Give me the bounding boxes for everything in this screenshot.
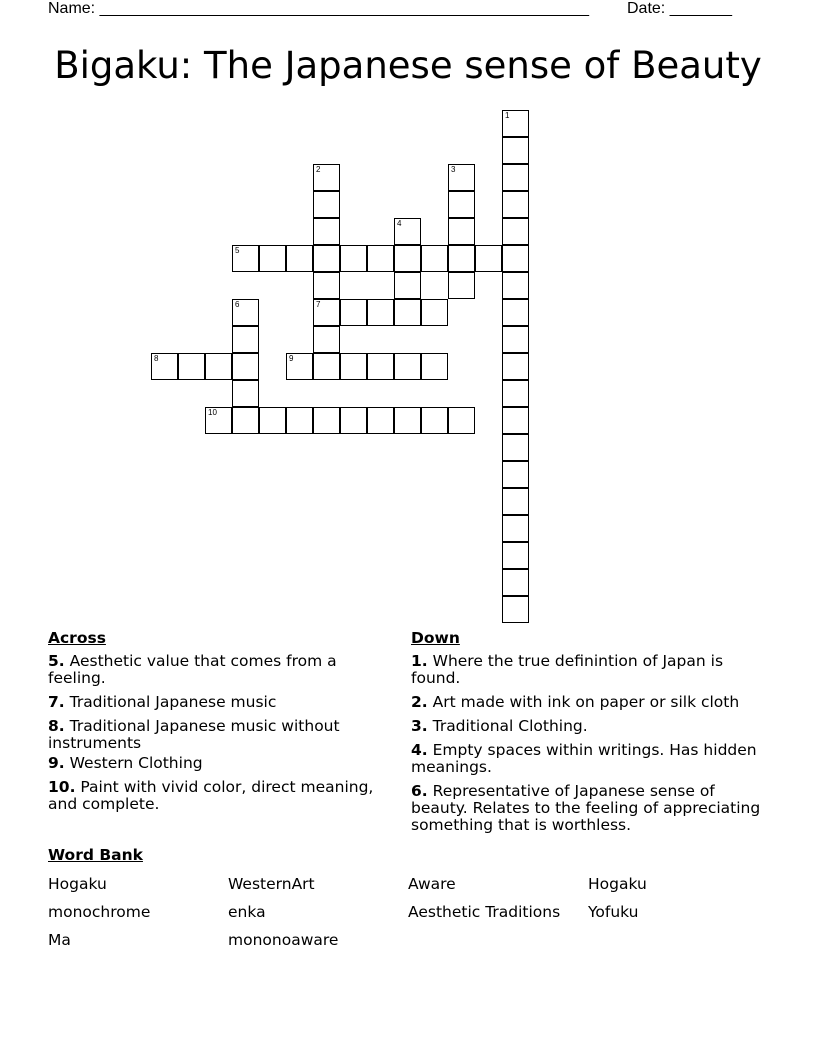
- crossword-cell[interactable]: [502, 542, 529, 569]
- across-clue: [48, 694, 393, 711]
- crossword-cell[interactable]: [502, 461, 529, 488]
- crossword-cell[interactable]: [502, 569, 529, 596]
- crossword-cell[interactable]: [340, 245, 367, 272]
- clue-text: Representative of Japanese sense of beauty. Relates to the feeling of appreciating something that is worthless.: [411, 782, 761, 834]
- crossword-cell[interactable]: [502, 299, 529, 326]
- crossword-cell[interactable]: [502, 272, 529, 299]
- crossword-cell[interactable]: [232, 353, 259, 380]
- crossword-cell[interactable]: [313, 191, 340, 218]
- word-bank-item: Aware: [408, 875, 456, 893]
- crossword-cell[interactable]: [394, 218, 421, 245]
- cell-number: 2: [316, 165, 321, 174]
- crossword-cell[interactable]: [448, 218, 475, 245]
- crossword-cell[interactable]: [502, 164, 529, 191]
- clue-text: Paint with vivid color, direct meaning, and complete.: [48, 778, 374, 813]
- down-clue: [411, 653, 776, 687]
- crossword-cell[interactable]: [502, 110, 529, 137]
- crossword-cell[interactable]: [232, 299, 259, 326]
- crossword-cell[interactable]: [205, 353, 232, 380]
- crossword-cell[interactable]: [232, 407, 259, 434]
- cell-number: 6: [235, 300, 240, 309]
- crossword-cell[interactable]: [502, 488, 529, 515]
- crossword-cell[interactable]: [502, 515, 529, 542]
- clue-text: Western Clothing: [69, 754, 203, 772]
- cell-number: 4: [397, 219, 402, 228]
- clue-number: 6.: [411, 782, 428, 800]
- crossword-cell[interactable]: [502, 218, 529, 245]
- clue-number: 7.: [48, 693, 65, 711]
- crossword-cell[interactable]: [232, 380, 259, 407]
- word-bank-item: WesternArt: [228, 875, 315, 893]
- crossword-cell[interactable]: [421, 407, 448, 434]
- crossword-cell[interactable]: [313, 218, 340, 245]
- crossword-cell[interactable]: [232, 245, 259, 272]
- date-field-label: Date: _______: [627, 0, 732, 17]
- clue-number: 2.: [411, 693, 428, 711]
- across-clue: [48, 755, 393, 772]
- crossword-cell[interactable]: [394, 245, 421, 272]
- crossword-cell[interactable]: [313, 299, 340, 326]
- word-bank-item: Ma: [48, 931, 71, 949]
- word-bank-heading: Word Bank: [48, 846, 143, 864]
- crossword-cell[interactable]: [286, 353, 313, 380]
- crossword-cell[interactable]: [502, 353, 529, 380]
- word-bank-item: mononoaware: [228, 931, 339, 949]
- crossword-cell[interactable]: [367, 407, 394, 434]
- crossword-cell[interactable]: [448, 245, 475, 272]
- crossword-cell[interactable]: [313, 353, 340, 380]
- clue-text: Empty spaces within writings. Has hidden meanings.: [411, 741, 757, 776]
- crossword-cell[interactable]: [286, 245, 313, 272]
- clue-number: 9.: [48, 754, 65, 772]
- crossword-cell[interactable]: [502, 434, 529, 461]
- crossword-cell[interactable]: [340, 353, 367, 380]
- crossword-cell[interactable]: [178, 353, 205, 380]
- cell-number: 10: [208, 408, 217, 417]
- crossword-cell[interactable]: [394, 353, 421, 380]
- crossword-cell[interactable]: [448, 164, 475, 191]
- cell-number: 1: [505, 111, 510, 120]
- clue-number: 8.: [48, 717, 65, 735]
- down-clue: [411, 694, 776, 711]
- word-bank-item: Yofuku: [588, 903, 639, 921]
- crossword-cell[interactable]: [313, 326, 340, 353]
- crossword-cell[interactable]: [367, 245, 394, 272]
- crossword-cell[interactable]: [232, 326, 259, 353]
- down-clue: [411, 783, 776, 834]
- crossword-cell[interactable]: [502, 596, 529, 623]
- across-clue: [48, 653, 393, 687]
- across-heading: Across: [48, 629, 106, 647]
- crossword-cell[interactable]: [313, 272, 340, 299]
- down-clue: [411, 718, 776, 735]
- crossword-cell[interactable]: [448, 407, 475, 434]
- crossword-cell[interactable]: [340, 299, 367, 326]
- cell-number: 7: [316, 300, 321, 309]
- crossword-cell[interactable]: [421, 353, 448, 380]
- crossword-cell[interactable]: [502, 191, 529, 218]
- crossword-cell[interactable]: [448, 272, 475, 299]
- across-clues: [48, 630, 393, 820]
- clue-number: 4.: [411, 741, 428, 759]
- crossword-cell[interactable]: [313, 245, 340, 272]
- cell-number: 8: [154, 354, 159, 363]
- crossword-cell[interactable]: [394, 272, 421, 299]
- crossword-cell[interactable]: [502, 407, 529, 434]
- crossword-cell[interactable]: [394, 299, 421, 326]
- word-bank-list: [48, 875, 768, 950]
- word-bank-item: Hogaku: [48, 875, 107, 893]
- clue-text: Traditional Japanese music without instruments: [48, 717, 340, 752]
- clue-number: 10.: [48, 778, 76, 796]
- clue-number: 3.: [411, 717, 428, 735]
- clue-text: Traditional Clothing.: [432, 717, 588, 735]
- crossword-cell[interactable]: [421, 245, 448, 272]
- word-bank-item: monochrome: [48, 903, 151, 921]
- crossword-cell[interactable]: [367, 299, 394, 326]
- crossword-cell[interactable]: [205, 407, 232, 434]
- crossword-cell[interactable]: [151, 353, 178, 380]
- crossword-cell[interactable]: [448, 191, 475, 218]
- crossword-cell[interactable]: [367, 353, 394, 380]
- crossword-cell[interactable]: [502, 137, 529, 164]
- word-bank-item: Aesthetic Traditions: [408, 903, 561, 921]
- word-bank-item: enka: [228, 903, 266, 921]
- crossword-cell[interactable]: [502, 380, 529, 407]
- word-bank: [48, 846, 768, 950]
- down-clue: [411, 742, 776, 776]
- crossword-cell[interactable]: [475, 245, 502, 272]
- clue-text: Traditional Japanese music: [69, 693, 277, 711]
- cell-number: 3: [451, 165, 456, 174]
- crossword-cell[interactable]: [502, 326, 529, 353]
- across-clue: [48, 718, 393, 752]
- name-field-label: Name: _______________________________________________________: [48, 0, 589, 17]
- cell-number: 9: [289, 354, 294, 363]
- clue-number: 1.: [411, 652, 428, 670]
- clue-number: 5.: [48, 652, 65, 670]
- crossword-cell[interactable]: [313, 407, 340, 434]
- clue-text: Aesthetic value that comes from a feeling.: [48, 652, 337, 687]
- page-title: Bigaku: The Japanese sense of Beauty: [54, 44, 762, 87]
- crossword-cell[interactable]: [259, 407, 286, 434]
- crossword-cell[interactable]: [259, 245, 286, 272]
- crossword-cell[interactable]: [340, 407, 367, 434]
- crossword-cell[interactable]: [313, 164, 340, 191]
- word-bank-item: Hogaku: [588, 875, 647, 893]
- crossword-cell[interactable]: [502, 245, 529, 272]
- crossword-cell[interactable]: [421, 299, 448, 326]
- down-clues: [411, 630, 776, 841]
- clue-text: Where the true definintion of Japan is found.: [411, 652, 724, 687]
- cell-number: 5: [235, 246, 240, 255]
- crossword-cell[interactable]: [286, 407, 313, 434]
- down-heading: Down: [411, 629, 460, 647]
- crossword-cell[interactable]: [394, 407, 421, 434]
- across-clue: [48, 779, 393, 813]
- clue-text: Art made with ink on paper or silk cloth: [432, 693, 740, 711]
